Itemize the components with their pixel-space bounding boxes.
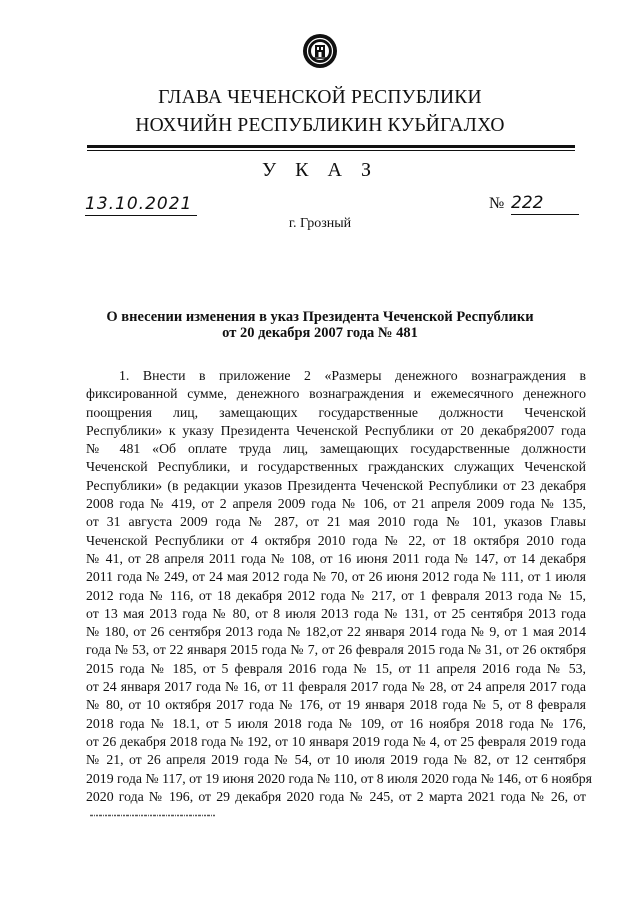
body-line: № 180, от 26 сентября 2013 года № 182,от 22 января 2014 года № 9, от 1 мая 2014 — [86, 624, 586, 640]
body-line: Чеченской Республики от 4 октября 2010 года № 22, от 18 октября 2010 года — [86, 532, 586, 548]
body-line: Республики» к указу Президента Чеченской Республики от 20 декабря2007 года — [86, 422, 586, 438]
body-line: от 24 января 2017 года № 16, от 11 февраля 2017 года № 28, от 24 апреля 2017 года — [86, 679, 586, 695]
body-line: года № 53, от 22 января 2015 года № 7, от 26 февраля 2015 года № 31, от 26 октября — [86, 642, 586, 658]
body-line: фиксированной сумме, денежного вознаграждения и ежемесячного денежного — [86, 386, 586, 402]
header-divider-thin — [87, 150, 575, 151]
issue-city: г. Грозный — [288, 216, 352, 231]
subject-line-1: О внесении изменения в указ Президента Чеченской Республики — [106, 309, 534, 325]
body-line: 2020 года № 196, от 29 декабря 2020 года № 245, от 2 марта 2021 года № 26, от — [86, 788, 586, 804]
emblem-seal — [302, 33, 338, 69]
body-line: 1. Внести в приложение 2 «Размеры денежного вознаграждения в — [119, 368, 586, 383]
header-divider-thick — [87, 145, 575, 148]
body-line: № 21, от 26 апреля 2019 года № 54, от 10 июля 2019 года № 82, от 12 сентября — [86, 752, 586, 768]
header-line-1: ГЛАВА ЧЕЧЕНСКОЙ РЕСПУБЛИКИ — [158, 87, 482, 108]
document-title: У К А З — [262, 159, 378, 181]
decree-body-text — [86, 367, 593, 806]
number-label: № — [489, 195, 505, 212]
body-line: от 13 мая 2013 года № 80, от 8 июля 2013 года № 131, от 25 сентября 2013 года — [86, 605, 586, 621]
body-line: 2015 года № 185, от 5 февраля 2016 года № 15, от 11 апреля 2016 года № 53, — [86, 660, 586, 676]
body-line: № 80, от 10 октября 2017 года № 176, от 19 января 2018 года № 5, от 8 февраля — [86, 697, 586, 713]
body-line: Республики» (в редакции указов Президента Чеченской Республики от 23 декабря — [86, 477, 586, 493]
body-line: Чеченской Республики, и государственных гражданских служащих Чеченской — [86, 459, 586, 475]
body-line: 2019 года № 117, от 19 июня 2020 года № 110, от 8 июля 2020 года № 146, от 6 ноября — [86, 770, 593, 786]
header-line-2: НОХЧИЙН РЕСПУБЛИКИН КУЬЙГАЛХО — [135, 115, 505, 136]
footer-print-mark — [90, 814, 215, 817]
body-line: от 26 декабря 2018 года № 192, от 10 января 2019 года № 4, от 25 февраля 2019 года — [86, 733, 586, 749]
body-line: 2011 года № 249, от 24 мая 2012 года № 70, от 26 июня 2012 года № 111, от 1 июля — [86, 569, 586, 585]
body-line: 2008 года № 419, от 2 апреля 2009 года № 106, от 21 апреля 2009 года № 135, — [86, 496, 586, 512]
body-line: № 481 «Об оплате труда лиц, замещающих государственные должности — [86, 441, 586, 457]
subject-line-2: от 20 декабря 2007 года № 481 — [222, 325, 418, 341]
body-line: поощрения лиц, замещающих государственные должности Чеченской — [86, 404, 586, 420]
body-line: 2018 года № 18.1, от 5 июля 2018 года № 109, от 16 ноября 2018 года № 176, — [86, 715, 586, 731]
body-line: 2012 года № 116, от 18 декабря 2012 года № 217, от 1 февраля 2013 года № 15, — [86, 587, 586, 603]
document-number: 222 — [511, 193, 579, 215]
body-line: № 41, от 28 апреля 2011 года № 108, от 16 июня 2011 года № 147, от 14 декабря — [86, 550, 586, 566]
body-line: от 31 августа 2009 года № 287, от 21 мая 2010 года № 101, указов Главы — [86, 514, 586, 530]
document-date: 13.10.2021 — [85, 194, 197, 216]
